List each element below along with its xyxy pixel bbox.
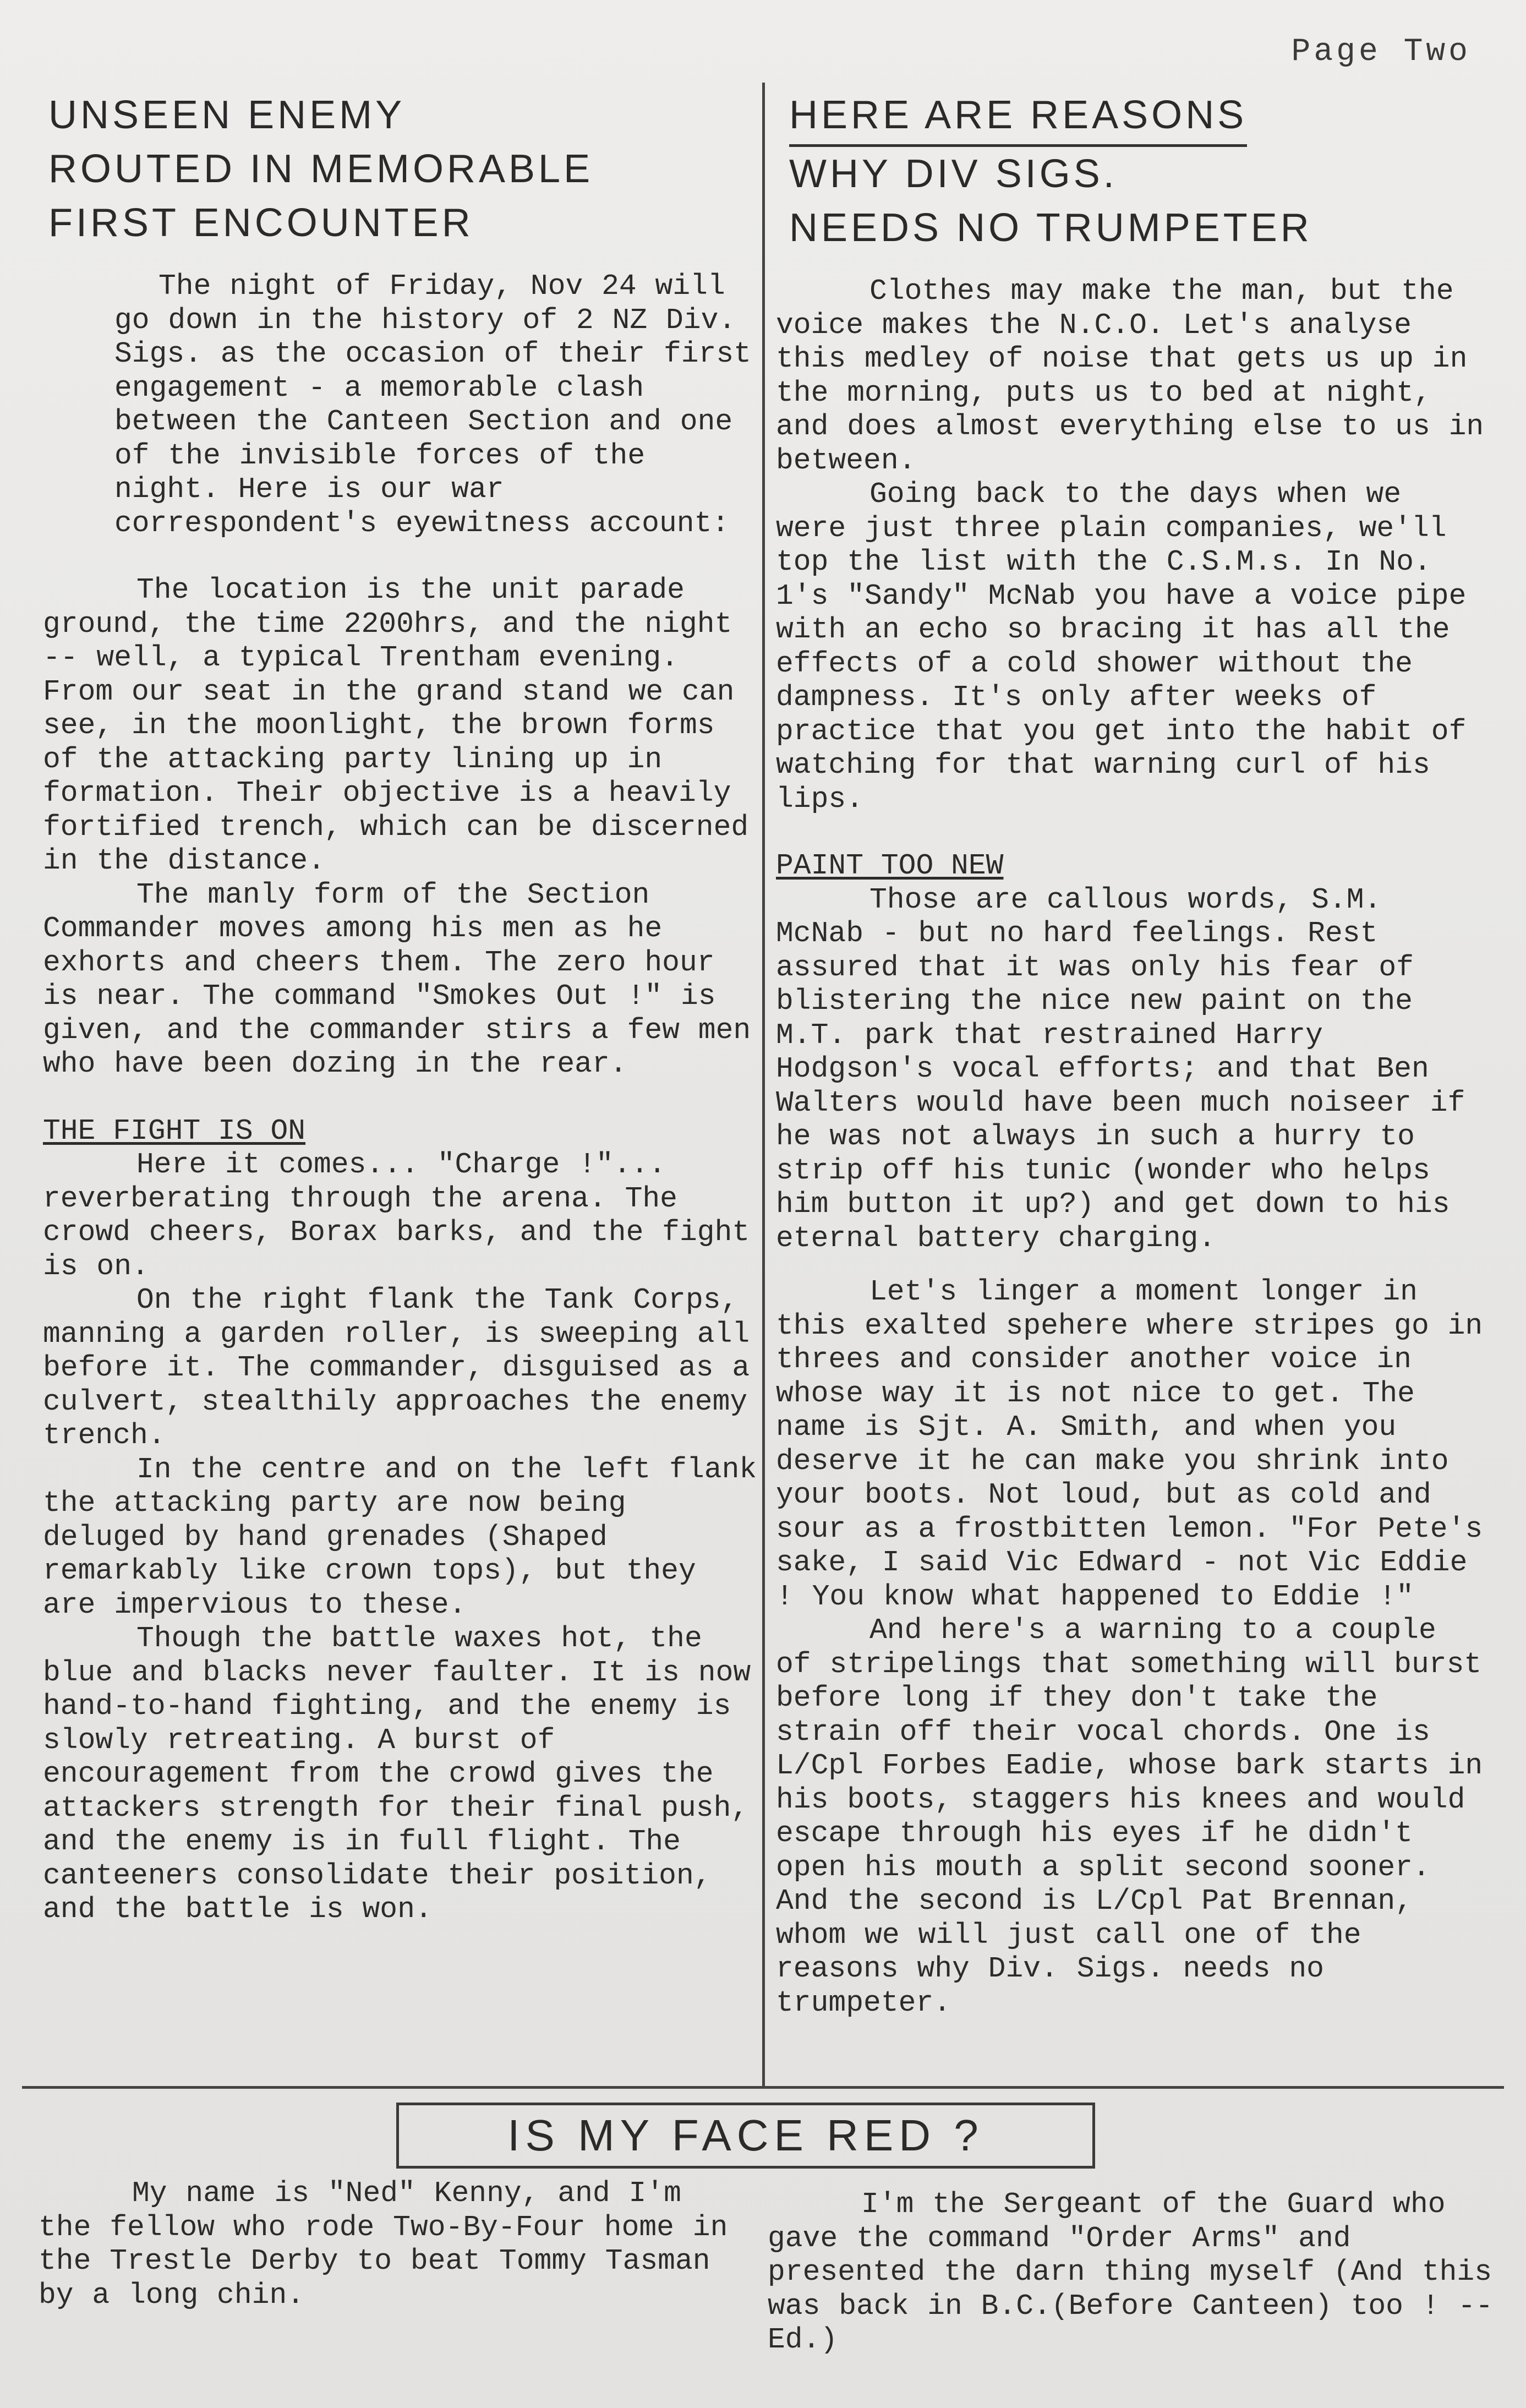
face-red-headline: IS MY FACE RED ? (507, 2111, 984, 2160)
right-paragraph-2: Going back to the days when we were just three plain companies, we'll top the list with the C.S.M.s. In No. 1's "Sandy" McNab you have a voice pipe with an echo so bracing it has all the effects of a cold shower without the dampness. It's only after weeks of practice that you get into the habit of watching for that warning curl of his lips. (776, 478, 1467, 816)
left-headline-line-1: UNSEEN ENEMY (48, 93, 406, 137)
column-divider (762, 83, 765, 2086)
left-paragraph-3: Here it comes... "Charge !"... reverberating through the arena. The crowd cheers, Borax barks, and the fight is on. (43, 1148, 750, 1283)
right-paragraph-3: Those are callous words, S.M. McNab - but no hard feelings. Rest assured that it was only his fear of blistering the nice new paint on the M.T. park that restrained Harry Hodgson's vocal efforts; and that Ben Walters would have been much noiseer if he was not always in such a hurry to strip off his tunic (wonder who helps him button it up?) and get down to his eternal battery charging. (776, 883, 1465, 1255)
left-column (43, 88, 758, 1927)
bottom-divider (22, 2086, 1504, 2089)
left-paragraph-2: The manly form of the Section Commander moves among his men as he exhorts and cheers them. The zero hour is near. The command "Smokes Out !" is given, and the commander stirs a few men who have been dozing in the rear. (43, 878, 751, 1080)
left-headline (48, 88, 758, 250)
right-headline-line-2: WHY DIV SIGS. (789, 152, 1118, 196)
right-paragraph-1: Clothes may make the man, but the voice makes the N.C.O. Let's analyse this medley of noise that gets us up in the morning, puts us to bed at night, and does almost everything else to us in between. (776, 275, 1484, 477)
right-subhead-paint: PAINT TOO NEW (776, 849, 1004, 882)
left-paragraph-5: In the centre and on the left flank the attacking party are now being deluged by hand grenades (Shaped remarkably like crown tops), but they are impervious to these. (43, 1453, 757, 1621)
left-intro: The night of Friday, Nov 24 will go down in the history of 2 NZ Div. Sigs. as the occasion of their first engagement - a memorable clash between the Canteen Section and one of the invisible forces of the night. Here is our war correspondent's eyewitness account: (114, 270, 751, 540)
right-headline-line-1: HERE ARE REASONS (789, 88, 1247, 147)
face-red-headline-box (396, 2103, 1095, 2169)
page-number: Page Two (1291, 34, 1471, 70)
bottom-right-paragraph: I'm the Sergeant of the Guard who gave the command "Order Arms" and presented the darn thing myself (And this was back in B.C.(Before Canteen) too ! --Ed.) (768, 2188, 1494, 2356)
left-paragraph-1: The location is the unit parade ground, the time 2200hrs, and the night -- well, a typical Trentham evening. From our seat in the grand stand we can see, in the moonlight, the brown forms of the attacking party lining up in formation. Their objective is a heavily fortified trench, which can be discerned in the distance. (43, 574, 749, 877)
left-paragraph-4: On the right flank the Tank Corps, manning a garden roller, is sweeping all before it. The commander, disguised as a culvert, stealthily approaches the enemy trench. (43, 1284, 750, 1452)
right-headline (789, 88, 1486, 255)
left-paragraph-6: Though the battle waxes hot, the blue and blacks never faulter. It is now hand-to-hand fighting, and the enemy is slowly retreating. A burst of encouragement from the crowd gives the attackers strength for their final push, and the enemy is in full flight. The canteeners consolidate their position, and the battle is won. (43, 1622, 751, 1926)
right-headline-line-3: NEEDS NO TRUMPETER (789, 206, 1312, 250)
right-paragraph-4: Let's linger a moment longer in this exalted spehere where stripes go in threes and consider another voice in whose way it is not nice to get. The name is Sjt. A. Smith, and when you deserve it he can make you shrink into your boots. Not loud, but as cold and sour as a frostbitten lemon. "For Pete's sake, I said Vic Edward - not Vic Eddie ! You know what happened to Eddie !" (776, 1275, 1483, 1613)
right-column (776, 88, 1486, 2020)
bottom-left-paragraph: My name is "Ned" Kenny, and I'm the fellow who rode Two-By-Four home in the Trestle Derby to beat Tommy Tasman by a long chin. (39, 2177, 728, 2312)
left-subhead-fight: THE FIGHT IS ON (43, 1114, 306, 1148)
right-paragraph-5: And here's a warning to a couple of stripelings that something will burst before long if they don't take the strain off their vocal chords. One is L/Cpl Forbes Eadie, whose bark starts in his boots, staggers his knees and would escape through his eyes if he didn't open his mouth a split second sooner. And the second is L/Cpl Pat Brennan, whom we will just call one of the reasons why Div. Sigs. needs no trumpeter. (776, 1614, 1483, 2019)
left-headline-line-2: ROUTED IN MEMORABLE (48, 147, 594, 191)
left-headline-line-3: FIRST ENCOUNTER (48, 201, 474, 245)
